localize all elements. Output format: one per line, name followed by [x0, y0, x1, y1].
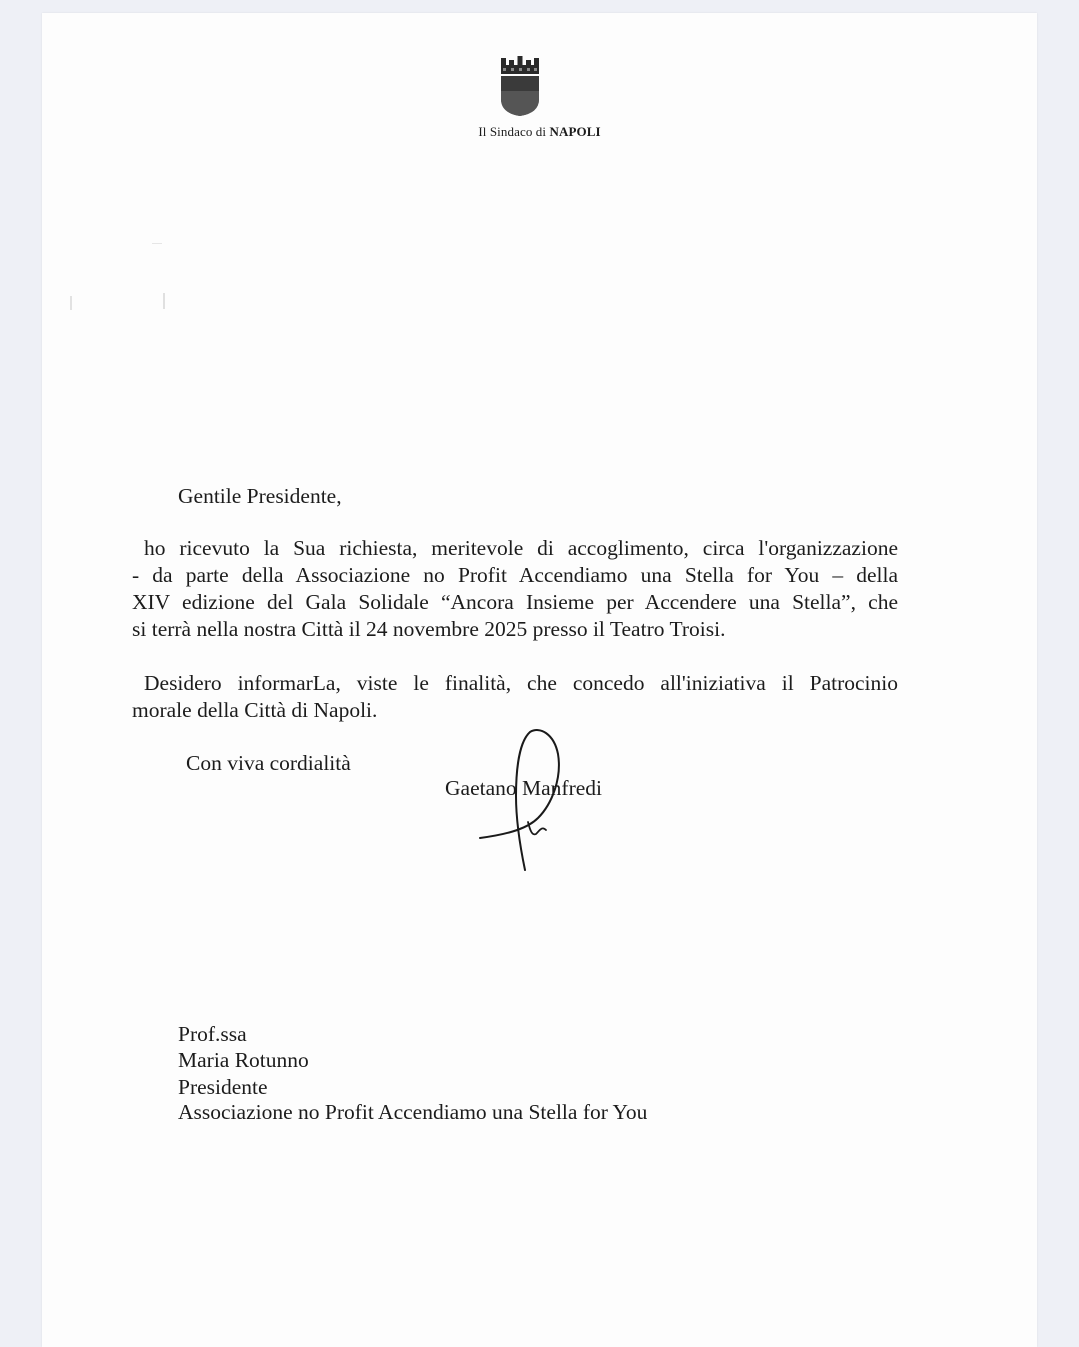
paragraph-line: morale della Città di Napoli.: [132, 698, 378, 722]
recipient-name: Maria Rotunno: [178, 1048, 309, 1072]
recipient-title: Prof.ssa: [178, 1022, 247, 1046]
signatory-name: Gaetano Manfredi: [445, 776, 602, 800]
closing: Con viva cordialità: [186, 751, 351, 775]
letterhead-prefix: Il Sindaco di: [478, 124, 547, 139]
paragraph-request: [132, 535, 898, 643]
napoli-crest-icon: [498, 55, 542, 117]
paragraph-line: ho ricevuto la Sua richiesta, meritevole di accoglimento, circa l'organizzazione: [144, 536, 898, 560]
recipient-organization: Associazione no Profit Accendiamo una Stella for You: [178, 1100, 648, 1124]
scan-mark: [70, 296, 72, 310]
paragraph-line: - da parte della Associazione no Profit Accendiamo una Stella for You – della: [132, 563, 898, 587]
paragraph-line: XIV edizione del Gala Solidale “Ancora Insieme per Accendere una Stella”, che: [132, 590, 898, 614]
letterhead: [0, 124, 1079, 140]
scan-mark: [152, 243, 162, 244]
paragraph-line: Desidero informarLa, viste le finalità, che concedo all'iniziativa il Patrocinio: [144, 671, 898, 695]
paragraph-patronage: [132, 670, 898, 724]
letterhead-city: NAPOLI: [549, 124, 601, 139]
paragraph-line: si terrà nella nostra Città il 24 novembre 2025 presso il Teatro Troisi.: [132, 617, 726, 641]
recipient-role: Presidente: [178, 1075, 268, 1099]
salutation: Gentile Presidente,: [178, 484, 342, 508]
handwritten-signature: [470, 726, 580, 876]
scan-mark: [163, 293, 165, 309]
